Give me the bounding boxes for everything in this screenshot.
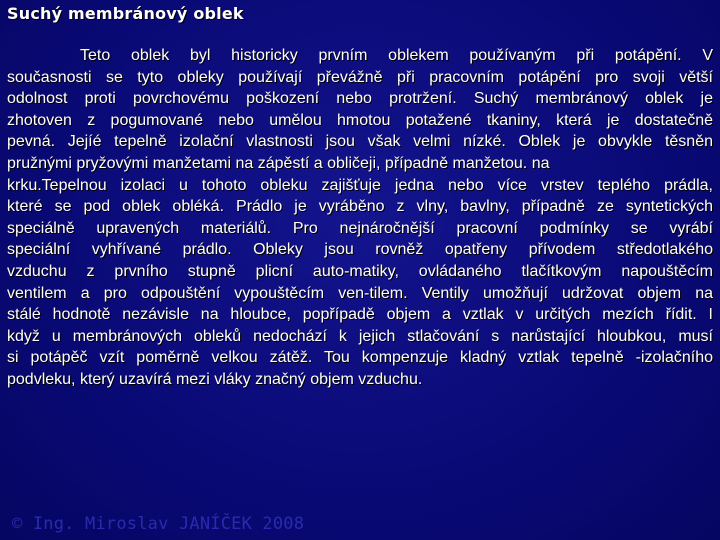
paragraph-line: pevná. Jejíé tepelně izolační vlastnosti jsou však velmi nízké. Oblek je obvykle těsněn xyxy=(7,133,713,151)
paragraph-line: pružnými pryžovými manžetami na zápěstí a obličeji, případně manžetou. na xyxy=(7,154,550,172)
paragraph-line: zhotoven z pogumované nebo umělou hmotou potažené tkaniny, která je dostatečně xyxy=(7,111,713,129)
paragraph-line: krku.Tepelnou izolaci u tohoto obleku zajišťuje jedna nebo více vrstev teplého prádla, xyxy=(7,176,713,194)
paragraph-line: speciálně upravených materiálů. Pro nejnáročnější pracovní podmínky se vyrábí xyxy=(7,219,713,237)
paragraph-line: odolnost proti povrchovému poškození nebo protržení. Suchý membránový oblek je xyxy=(7,90,713,108)
paragraph-line: Teto oblek byl historicky prvním oblekem používaným při potápění. V xyxy=(80,47,713,64)
paragraph-line: si potápěč vzít poměrně velkou zátěž. Tou kompenzuje kladný vztlak tepelně -izolačního xyxy=(7,349,713,367)
paragraph-line: když u membránových obleků nedochází k jejich stlačování s narůstající hloubkou, musí xyxy=(7,327,713,345)
paragraph-line: které se pod oblek obléká. Prádlo je vyráběno z vlny, bavlny, případně ze syntetických xyxy=(7,198,713,216)
copyright-footer: © Ing. Miroslav JANÍČEK 2008 xyxy=(12,514,305,534)
paragraph-line: současnosti se tyto obleky používají převážně při pracovním potápění pro svoji větší xyxy=(7,68,713,86)
slide-title: Suchý membránový oblek xyxy=(7,4,244,23)
paragraph-line: speciální vyhřívané prádlo. Obleky jsou rovněž opatřeny přívodem středotlakého xyxy=(7,241,713,259)
paragraph-line: stálé hodnotě nezávisle na hloubce, popřípadě objem a vztlak v určitých mezích řídit. I xyxy=(7,306,713,324)
paragraph-line: podvleku, který uzavírá mezi vláky značný objem vzduchu. xyxy=(7,370,423,388)
paragraph-line: vzduchu z prvního stupně plicní auto-matiky, ovládaného tlačítkovým napouštěcím xyxy=(7,262,713,280)
paragraph-line: ventilem a pro odpouštění vypouštěcím ven-tilem. Ventily umožňují udržovat objem na xyxy=(7,284,713,302)
body-paragraph xyxy=(7,45,713,391)
